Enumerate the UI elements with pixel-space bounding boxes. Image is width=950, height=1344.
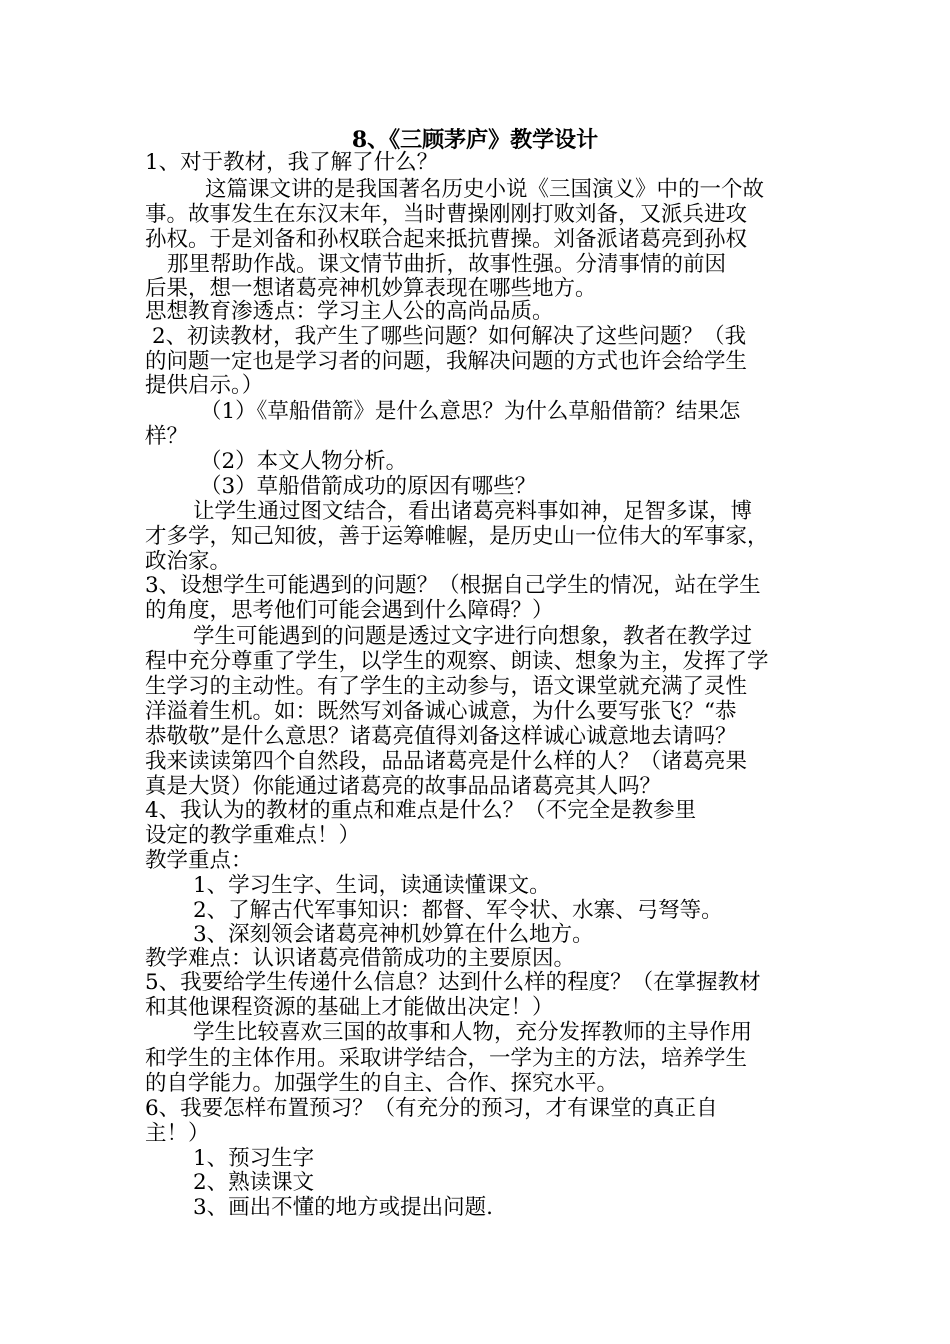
text-line: 1、学习生字、生词，读通读懂课文。 xyxy=(193,873,551,898)
text-line: 主！） xyxy=(145,1121,210,1146)
text-line: 让学生通过图文结合，看出诸葛亮料事如神，足智多谋，博 xyxy=(193,499,753,524)
text-line: 和学生的主体作用。采取讲学结合，一学为主的方法，培养学生 xyxy=(145,1046,748,1071)
text-line: 的问题一定也是学习者的问题，我解决问题的方式也许会给学生 xyxy=(145,349,748,374)
text-line: 5、我要给学生传递什么信息？达到什么样的程度？（在掌握教材 xyxy=(145,970,761,995)
text-line: 样？ xyxy=(145,424,189,449)
text-line: 那里帮助作战。课文情节曲折，故事性强。分清事情的前因 xyxy=(167,252,727,277)
text-line: 1、对于教材，我了解了什么？ xyxy=(145,150,439,175)
text-line: 事。故事发生在东汉末年，当时曹操刚刚打败刘备，又派兵进攻 xyxy=(145,202,748,227)
text-line: 2、了解古代军事知识：都督、军令状、水寨、弓弩等。 xyxy=(193,898,723,923)
text-line: 教学重点： xyxy=(145,848,253,873)
text-line: 恭敬敬”是什么意思？诸葛亮值得刘备这样诚心诚意地去请吗？ xyxy=(145,724,737,749)
text-line: 和其他课程资源的基础上才能做出决定！） xyxy=(145,995,554,1020)
text-line: 4、我认为的教材的重点和难点是什么？（不完全是教参里 xyxy=(145,798,697,823)
text-line: 1、预习生字 xyxy=(193,1146,315,1171)
text-line: 2、初读教材，我产生了哪些问题？如何解决了这些问题？（我 xyxy=(152,324,747,349)
text-line: 3、设想学生可能遇到的问题？（根据自己学生的情况，站在学生 xyxy=(145,573,761,598)
text-line: 3、深刻领会诸葛亮神机妙算在什么地方。 xyxy=(193,922,594,947)
document-title: 8、《三顾茅庐》教学设计 xyxy=(351,127,599,153)
text-line: 程中充分尊重了学生，以学生的观察、朗读、想象为主，发挥了学 xyxy=(145,649,769,674)
text-line: 的自学能力。加强学生的自主、合作、探究水平。 xyxy=(145,1071,619,1096)
text-line: 政治家。 xyxy=(145,549,232,574)
text-line: 思想教育渗透点：学习主人公的高尚品质。 xyxy=(145,299,554,324)
text-line: 提供启示。） xyxy=(145,373,264,398)
text-line: 孙权。于是刘备和孙权联合起来抵抗曹操。刘备派诸葛亮到孙权 xyxy=(145,227,748,252)
text-line: 2、熟读课文 xyxy=(193,1170,315,1195)
text-line: （3）草船借箭成功的原因有哪些？ xyxy=(200,474,537,499)
text-line: 才多学，知己知彼，善于运筹帷幄，是历史山一位伟大的军事家， xyxy=(145,524,769,549)
text-line: 生学习的主动性。有了学生的主动参与，语文课堂就充满了灵性 xyxy=(145,674,748,699)
text-line: 学生比较喜欢三国的故事和人物，充分发挥教师的主导作用 xyxy=(193,1020,753,1045)
text-line: 3、画出不懂的地方或提出问题. xyxy=(193,1195,494,1220)
text-line: 我来读读第四个自然段，品品诸葛亮是什么样的人？（诸葛亮果 xyxy=(145,749,748,774)
text-line: 后果，想一想诸葛亮神机妙算表现在哪些地方。 xyxy=(145,276,597,301)
text-line: 的角度，思考他们可能会遇到什么障碍？） xyxy=(145,598,554,623)
text-line: 6、我要怎样布置预习？（有充分的预习，才有课堂的真正自 xyxy=(145,1096,718,1121)
text-line: 这篇课文讲的是我国著名历史小说《三国演义》中的一个故 xyxy=(205,177,765,202)
text-line: 洋溢着生机。如：既然写刘备诚心诚意，为什么要写张飞？“恭 xyxy=(145,699,737,724)
text-line: 设定的教学重难点！） xyxy=(145,823,361,848)
text-line: （1）《草船借箭》是什么意思？为什么草船借箭？结果怎 xyxy=(200,399,741,424)
text-line: 教学难点：认识诸葛亮借箭成功的主要原因。 xyxy=(145,946,576,971)
text-line: （2）本文人物分析。 xyxy=(200,449,408,474)
text-line: 真是大贤）你能通过诸葛亮的故事品品诸葛亮其人吗？ xyxy=(145,774,662,799)
text-line: 学生可能遇到的问题是透过文字进行向想象，教者在教学过 xyxy=(193,624,753,649)
